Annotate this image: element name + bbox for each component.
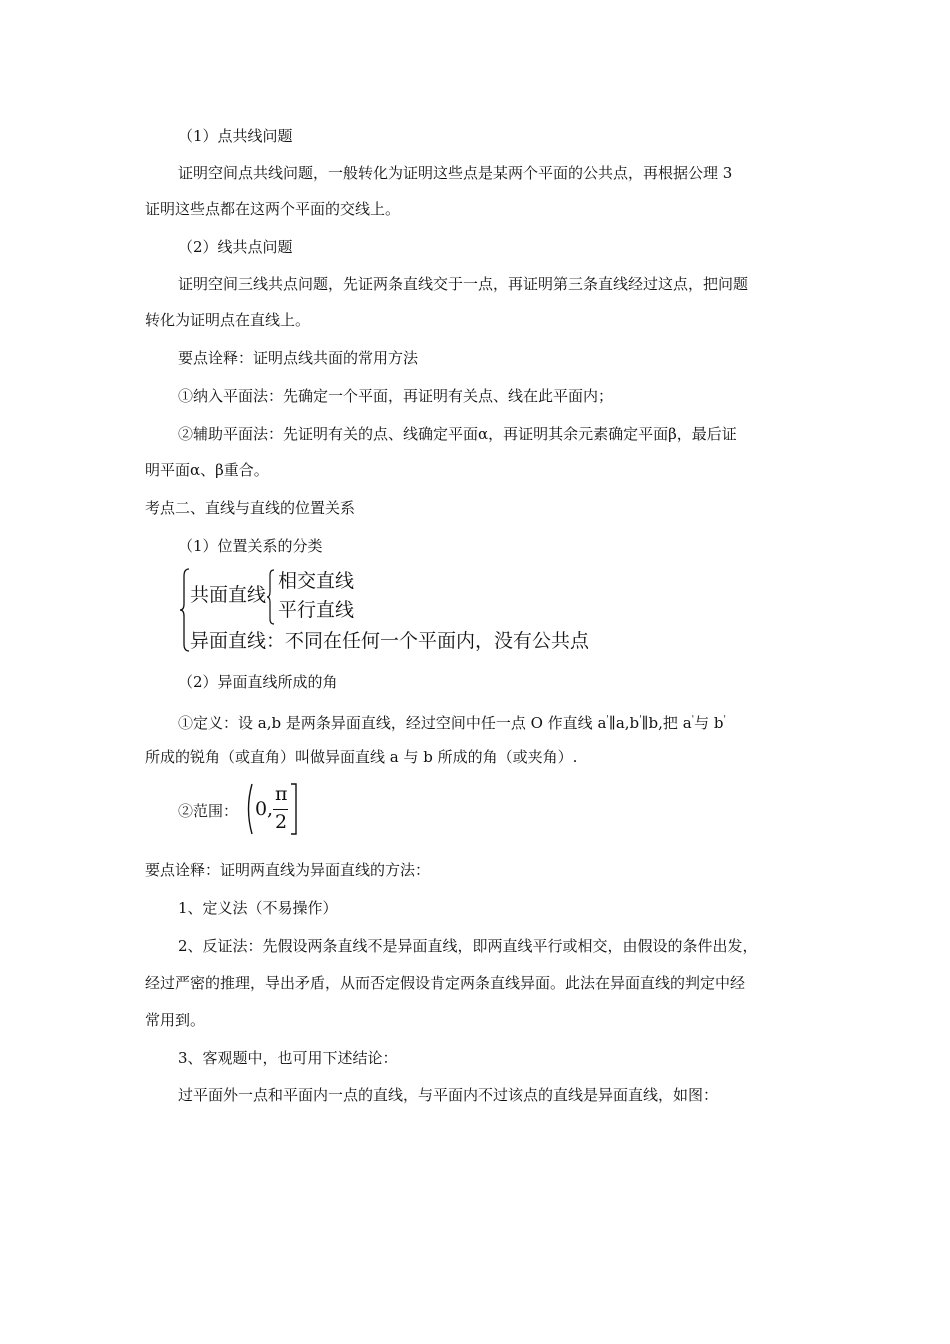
parallel-lines: 平行直线 [278,599,355,621]
intersecting-lines: 相交直线 [278,570,355,592]
line-10: 明平面α、β重合。 [145,461,269,479]
pi-symbol: π [275,783,288,805]
line-1: （1）点共线问题 [178,127,293,145]
range-label: ②范围： [178,802,239,820]
line-13: （2）异面直线所成的角 [178,673,338,691]
interval-zero: 0 [255,798,268,820]
line-19: 2、反证法：先假设两条直线不是异面直线，即两直线平行或相交，由假设的条件出发， [178,937,758,955]
fraction-bar [273,809,288,810]
line-6: 转化为证明点在直线上。 [145,311,311,329]
line-20: 经过严密的推理，导出矛盾，从而否定假设肯定两条直线异面。此法在异面直线的判定中经 [145,974,746,992]
line-17: 要点诠释：证明两直线为异面直线的方法： [145,861,431,879]
line-7: 要点诠释：证明点线共面的常用方法 [178,349,419,367]
line-12: （1）位置关系的分类 [178,537,323,555]
line-8: ①纳入平面法：先确定一个平面，再证明有关点、线在此平面内； [178,387,614,405]
coplanar-lines: 共面直线 [190,584,267,606]
line-18: 1、定义法（不易操作） [178,899,338,917]
interval-comma: , [267,798,274,820]
range-interval [244,781,300,837]
right-bracket [290,783,298,835]
line-21: 常用到。 [145,1011,206,1029]
inner-brace [266,569,276,625]
definition-line: ①定义：设 a,b 是两条异面直线，经过空间中任一点 O 作直线 a'∥a,b'∥b,把 a'与 b' [178,714,726,732]
left-paren [244,783,254,835]
line-22: 3、客观题中，也可用下述结论： [178,1049,398,1067]
line-4: （2）线共点问题 [178,238,293,256]
line-9: ②辅助平面法：先证明有关的点、线确定平面α，再证明其余元素确定平面β，最后证 [178,425,737,443]
line-15: 所成的锐角（或直角）叫做异面直线 a 与 b 所成的角（或夹角）. [145,748,578,766]
line-2: 证明空间点共线问题，一般转化为证明这些点是某两个平面的公共点，再根据公理 3 [178,164,733,182]
denominator-two: 2 [275,811,288,833]
line-5: 证明空间三线共点问题，先证两条直线交于一点，再证明第三条直线经过这点，把问题 [178,275,749,293]
section-heading: 考点二、直线与直线的位置关系 [145,499,356,517]
skew-lines: 异面直线：不同在任何一个平面内，没有公共点 [190,630,590,652]
line-23: 过平面外一点和平面内一点的直线，与平面内不过该点的直线是异面直线，如图： [178,1086,719,1104]
line-3: 证明这些点都在这两个平面的交线上。 [145,200,401,218]
